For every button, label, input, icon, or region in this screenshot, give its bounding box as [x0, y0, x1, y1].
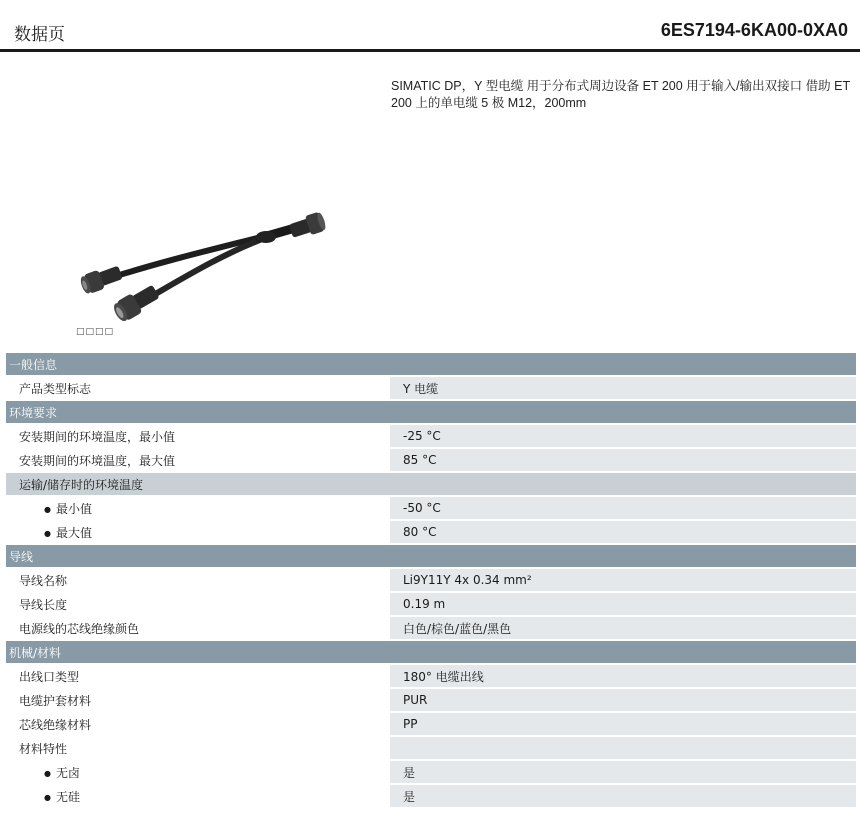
spec-row — [6, 760, 856, 784]
spec-label: 材料特性 — [6, 736, 390, 760]
spec-value: Li9Y11Y 4x 0.34 mm² — [390, 568, 856, 592]
spec-value: -50 °C — [390, 496, 856, 520]
spec-value: 是 — [390, 760, 856, 784]
spec-label: 产品类型标志 — [6, 376, 390, 400]
spec-label: ● 无硅 — [6, 784, 390, 808]
spec-value: -25 °C — [390, 424, 856, 448]
section-header — [6, 544, 856, 568]
spec-row — [6, 448, 856, 472]
spec-label: ● 无卤 — [6, 760, 390, 784]
spec-row — [6, 712, 856, 736]
spec-label: 电源线的芯线绝缘颜色 — [6, 616, 390, 640]
spec-label: 安装期间的环境温度，最小值 — [6, 424, 390, 448]
section-title: 环境要求 — [6, 400, 856, 424]
section-header — [6, 353, 856, 376]
spec-row — [6, 784, 856, 808]
subsection-title: 运输/储存时的环境温度 — [6, 472, 856, 496]
spec-row — [6, 736, 856, 760]
spec-value: PUR — [390, 688, 856, 712]
spec-value — [390, 736, 856, 760]
page-header — [0, 0, 860, 52]
spec-row — [6, 568, 856, 592]
spec-label: 电缆护套材料 — [6, 688, 390, 712]
spec-table — [6, 353, 856, 809]
spec-row — [6, 688, 856, 712]
spec-row — [6, 592, 856, 616]
section-title: 机械/材料 — [6, 640, 856, 664]
spec-label: 出线口类型 — [6, 664, 390, 688]
spec-value: 白色/棕色/蓝色/黑色 — [390, 616, 856, 640]
spec-label: 芯线绝缘材料 — [6, 712, 390, 736]
spec-label: ● 最大值 — [6, 520, 390, 544]
subsection-header — [6, 472, 856, 496]
spec-label: ● 最小值 — [6, 496, 390, 520]
spec-value: 180° 电缆出线 — [390, 664, 856, 688]
spec-row — [6, 520, 856, 544]
part-number: 6ES7194-6KA00-0XA0 — [660, 20, 848, 40]
spec-value: 0.19 m — [390, 592, 856, 616]
spec-label: 安装期间的环境温度，最大值 — [6, 448, 390, 472]
spec-label: 导线名称 — [6, 568, 390, 592]
spec-row — [6, 664, 856, 688]
section-title: 导线 — [6, 544, 856, 568]
product-image — [70, 200, 350, 330]
spec-row — [6, 376, 856, 400]
section-header — [6, 640, 856, 664]
product-description: SIMATIC DP，Y 型电缆 用于分布式周边设备 ET 200 用于输入/输出双接口 借助 ET 200 上的单电缆 5 极 M12，200mm — [391, 79, 850, 110]
spec-value: 80 °C — [390, 520, 856, 544]
image-caption: □□□□ — [76, 327, 115, 337]
spec-row — [6, 496, 856, 520]
page-title: 数据页 — [14, 25, 65, 45]
spec-label: 导线长度 — [6, 592, 390, 616]
spec-value: PP — [390, 712, 856, 736]
spec-value: 85 °C — [390, 448, 856, 472]
section-header — [6, 400, 856, 424]
spec-value: 是 — [390, 784, 856, 808]
spec-row — [6, 616, 856, 640]
spec-row — [6, 424, 856, 448]
spec-value: Y 电缆 — [390, 376, 856, 400]
section-title: 一般信息 — [6, 353, 856, 376]
